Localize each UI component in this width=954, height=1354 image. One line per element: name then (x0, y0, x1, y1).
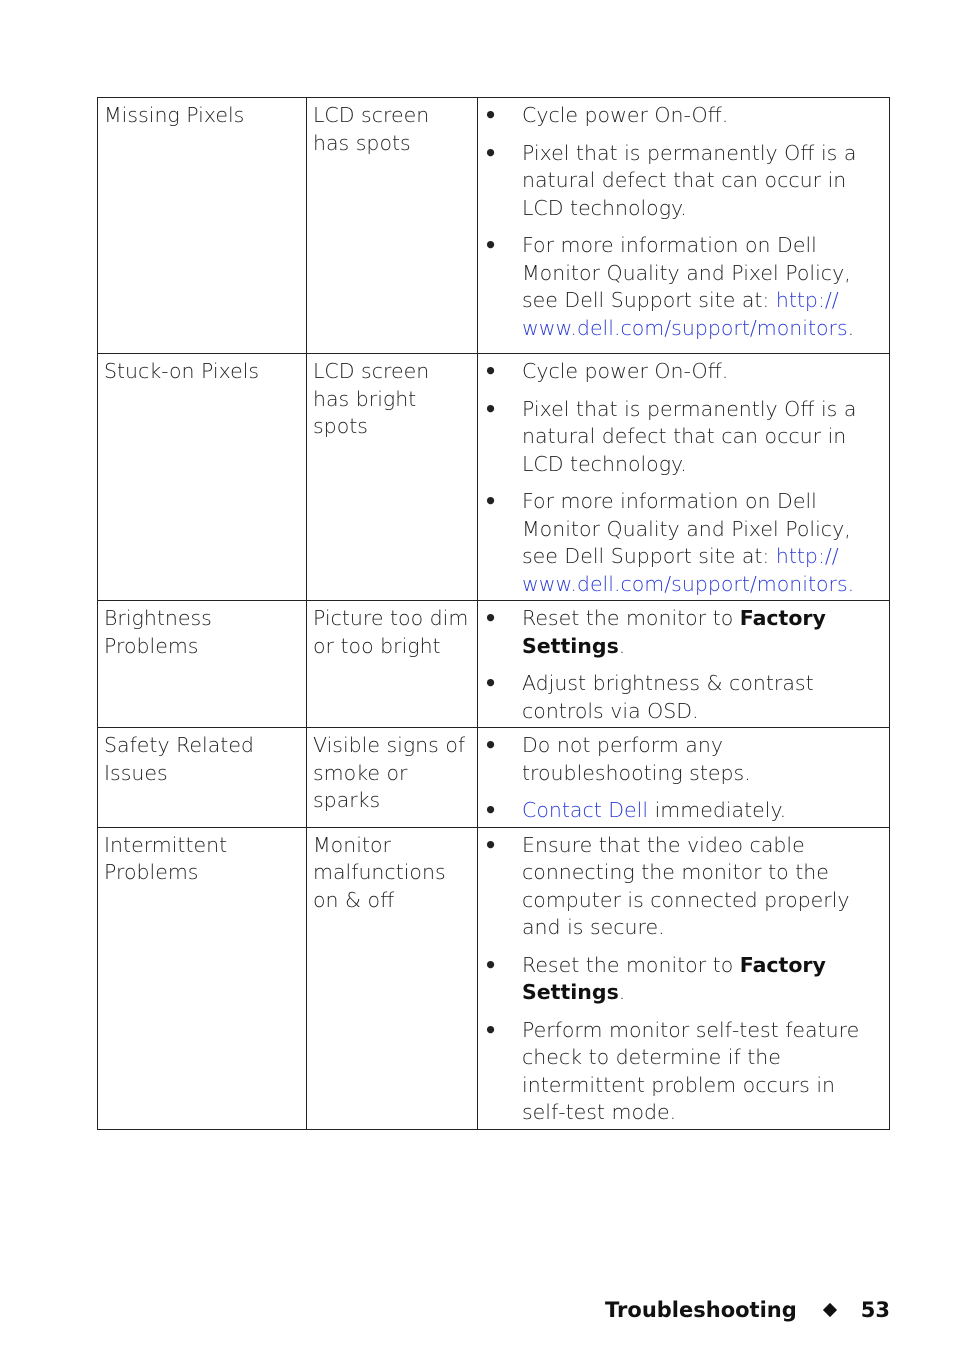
bullet-icon: • (484, 832, 498, 857)
problem-text: Safety Related Issues (104, 733, 254, 785)
problem-text: Intermittent Problems (104, 832, 228, 884)
symptom-text: LCD screen has bright spots (313, 359, 430, 438)
problem-text: Stuck-on Pixels (104, 359, 260, 383)
symptom-text: Visible signs of smoke or sparks (313, 733, 466, 812)
solution-item: • Pixel that is permanently Off is a natural defect that can occur in LCD technology. (484, 140, 857, 220)
solution-item: • Reset the monitor to Factory Settings. (484, 606, 826, 658)
solution-cell (478, 601, 890, 728)
bullet-icon: • (484, 671, 498, 695)
problem-cell (98, 728, 307, 828)
dell-support-link[interactable]: http:// www.dell.com/support/monitors (522, 288, 848, 340)
problem-cell (98, 354, 307, 601)
troubleshooting-table (97, 97, 890, 1130)
problem-cell (98, 827, 307, 1129)
problem-text: Brightness Problems (104, 606, 212, 658)
bullet-icon: • (484, 359, 498, 383)
bullet-icon: • (484, 103, 498, 127)
table-row (98, 827, 890, 1129)
symptom-cell (307, 354, 478, 601)
bullet-icon: • (484, 733, 498, 757)
factory-settings-label: Factory Settings (522, 952, 826, 1004)
page-footer (605, 1298, 890, 1322)
solution-item: • Contact Dell immediately. (478, 797, 883, 825)
solution-list (478, 605, 883, 725)
problem-cell (98, 601, 307, 728)
problem-cell (98, 98, 307, 354)
solution-item: • For more information on Dell Monitor Quality and Pixel Policy, see Dell Support site at: http:// www.dell.com/support/monitors. (484, 233, 855, 340)
table-row (98, 601, 890, 728)
symptom-cell (307, 601, 478, 728)
table-row (98, 728, 890, 828)
factory-settings-label: Factory Settings (522, 606, 826, 658)
bullet-icon: • (484, 1017, 498, 1042)
symptom-text: Monitor malfunctions on & off (313, 832, 446, 912)
solution-item: • Perform monitor self-test feature check to determine if the intermittent problem occurs in self-test mode. (484, 1017, 860, 1124)
solution-item: • Do not perform any troubleshooting steps. (484, 733, 751, 785)
bullet-icon: • (484, 606, 498, 630)
symptom-text: LCD screen has spots (313, 103, 430, 155)
solution-list (478, 732, 883, 825)
solution-item: • Cycle power On-Off. (478, 358, 883, 386)
solution-item: • Cycle power On-Off. (478, 102, 883, 130)
table-row (98, 354, 890, 601)
symptom-cell (307, 98, 478, 354)
solution-item: • Reset the monitor to Factory Settings. (484, 952, 826, 1004)
dell-support-link[interactable]: http:// www.dell.com/support/monitors. (522, 544, 855, 596)
diamond-icon (823, 1303, 837, 1317)
solution-cell (478, 728, 890, 828)
solution-item: • Adjust brightness & contrast controls via OSD. (484, 671, 814, 723)
solution-list (478, 358, 883, 598)
solution-cell (478, 354, 890, 601)
bullet-icon: • (484, 140, 498, 165)
solution-item: • Pixel that is permanently Off is a natural defect that can occur in LCD technology. (484, 396, 857, 476)
problem-text: Missing Pixels (104, 103, 245, 127)
bullet-icon: • (484, 489, 498, 513)
bullet-icon: • (484, 396, 498, 421)
contact-dell-link[interactable]: Contact Dell (522, 798, 649, 822)
bullet-icon: • (484, 952, 498, 977)
solution-cell (478, 98, 890, 354)
bullet-icon: • (484, 798, 498, 822)
solution-list (478, 832, 883, 1127)
symptom-cell (307, 827, 478, 1129)
section-title: Troubleshooting (605, 1298, 797, 1322)
bullet-icon: • (484, 233, 498, 257)
solution-item: • For more information on Dell Monitor Quality and Pixel Policy, see Dell Support site at: http:// www.dell.com/support/monitors. (484, 489, 855, 596)
solution-cell (478, 827, 890, 1129)
solution-item: • Ensure that the video cable connecting the monitor to the computer is connected properly and is secure. (484, 832, 850, 939)
solution-list (478, 102, 883, 342)
table-row (98, 98, 890, 354)
symptom-text: Picture too dim or too bright (313, 606, 469, 658)
page-number: 53 (860, 1298, 890, 1322)
symptom-cell (307, 728, 478, 828)
